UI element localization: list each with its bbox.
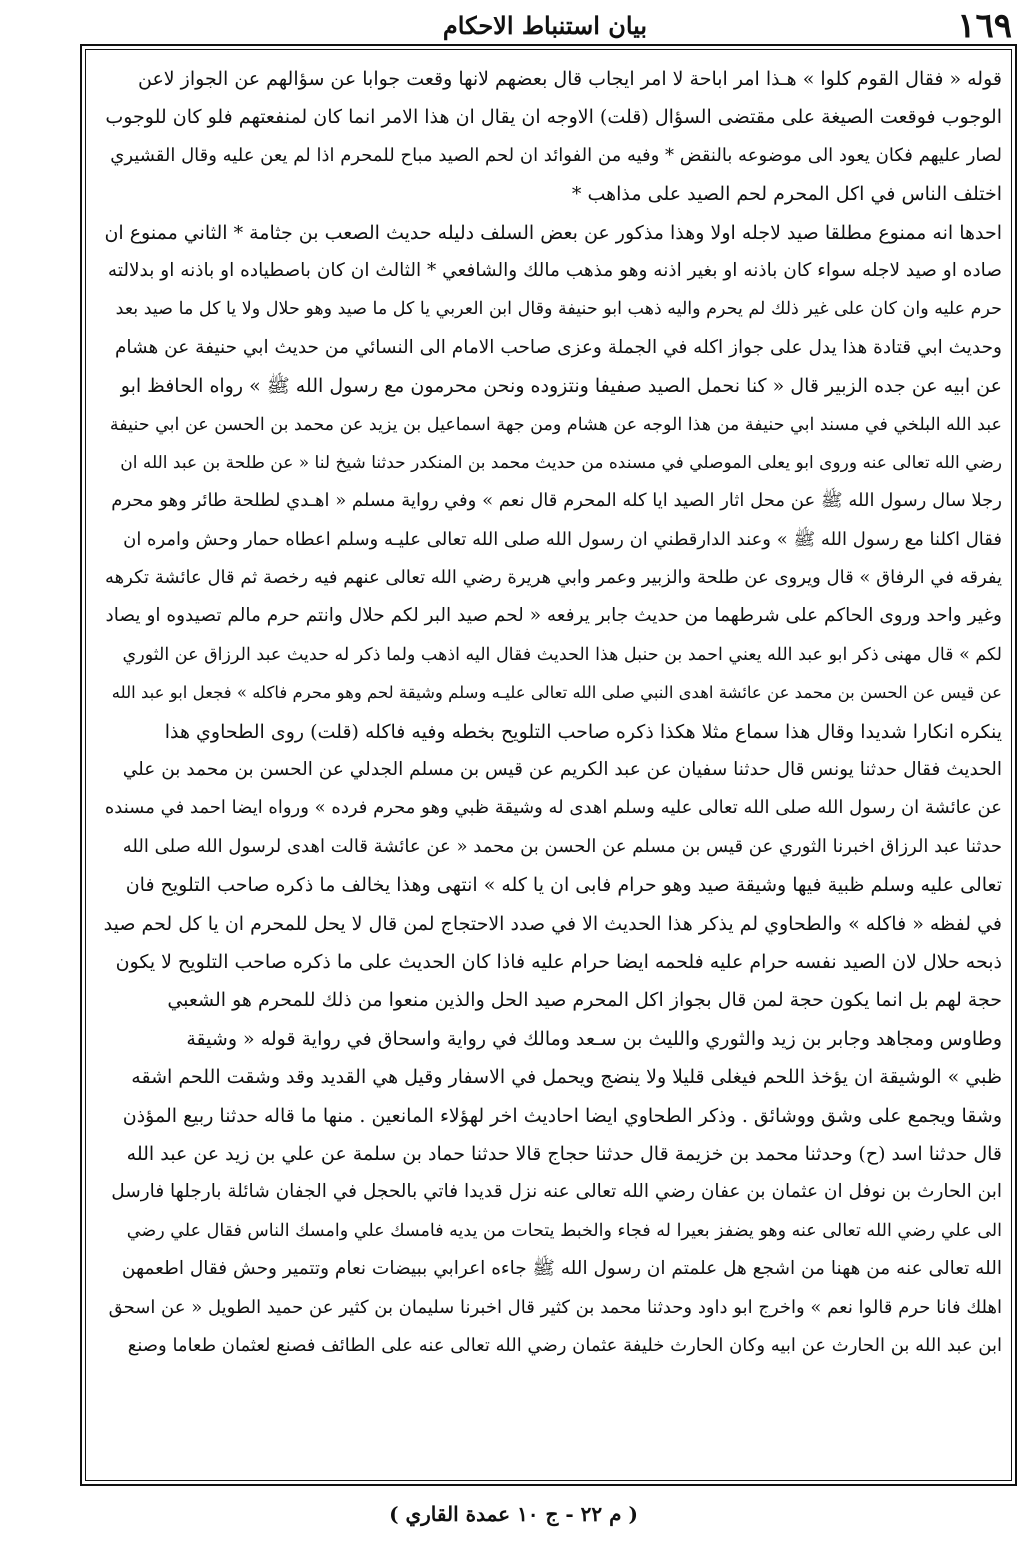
text-line: عن ابيه عن جده الزبير قال « كنا نحمل الصيد صفيفا ونتزوده ونحن محرمون مع رسول الله ﷺ » رواه الحافظ ابو bbox=[120, 375, 1002, 398]
text-line: الحديث فقال حدثنا يونس قال حدثنا سفيان عن عبد الكريم عن قيس بن مسلم الجدلي عن الحسن بن محمد بن علي bbox=[122, 759, 1002, 781]
text-line: وغير واحد وروى الحاكم على شرطهما من حديث جابر يرفعه « لحم صيد البر لكم حلال وانتم حرم مالم تصيدوه او يصاد bbox=[105, 605, 1002, 627]
text-line: حجة لهم بل انما يكون حجة لمن قال بجواز اكل المحرم صيد الحل والذين منعوا من ذلك للمحرم هو الشعبي bbox=[167, 989, 1002, 1012]
text-line: يفرقه في الرفاق » قال ويروى عن طلحة والزبير وعمر وابي هريرة رضي الله تعالى عنهم فيه رخصة ثم قال عائشة تكرهه bbox=[105, 567, 1002, 589]
body-text bbox=[104, 60, 1002, 1480]
text-line: رضي الله تعالى عنه وروى ابو يعلى الموصلي في مسنده من حديث محمد بن المنكدر حدثنا شيخ لنا « عن طلحة بن عبد الله ان bbox=[120, 452, 1002, 473]
text-line: ابن عبد الله بن الحارث عن ابيه وكان الحارث خليفة عثمان رضي الله تعالى عنه على الطائف فصنع لعثمان طعاما وصنع bbox=[127, 1334, 1002, 1356]
text-line: قوله « فقال القوم كلوا » هـذا امر اباحة لا امر ايجاب قال بعضهم لانها وقعت جوابا عن سؤالهم عن الجواز لاعن bbox=[138, 68, 1002, 90]
text-line: عبد الله البلخي في مسند ابي حنيفة من هذا الوجه عن هشام ومن جهة اسماعيل بن يزيد عن محمد بن الحسن عن ابي حنيفة bbox=[109, 414, 1002, 435]
page-header bbox=[70, 6, 1020, 46]
text-line: ظبي » الوشيقة ان يؤخذ اللحم فيغلى قليلا ولا ينضج ويحمل في الاسفار وقيل هي القديد وقد وشقت اللحم اشقه bbox=[131, 1066, 1002, 1089]
text-line: ينكره انكارا شديدا وقال هذا سماع مثلا هكذا ذكره صاحب التلويح بخطه وفيه فاكله (قلت) روى الطحاوي هذا bbox=[164, 720, 1002, 743]
text-line: لكم » قال مهنى ذكر ابو عبد الله يعني احمد بن حنبل هذا الحديث فقال اليه اذهب ولما ذكر له حديث عبد الرزاق عن الثوري bbox=[122, 644, 1002, 665]
text-line: فقال اكلنا مع رسول الله ﷺ » وعند الدارقطني ان رسول الله صلى الله تعالى عليـه وسلم اعطاه حمار وحش وامره ان bbox=[123, 528, 1002, 550]
text-line: الى علي رضي الله تعالى عنه وهو يضفز بعيرا له فجاء والخبط يتحات من يديه فامسك علي وامسك الناس فقال علي رضي bbox=[126, 1220, 1002, 1241]
text-line: حرم عليه وان كان على غير ذلك لم يحرم واليه ذهب ابو حنيفة وقال ابن العربي يا كل ما صيد وهو حلال ولا يا كل ما صيد بعد bbox=[115, 299, 1002, 320]
text-line: وشقا ويجمع على وشق ووشائق . وذكر الطحاوي ايضا احاديث اخر لهؤلاء المانعين . منها ما قاله حدثنا ربيع المؤذن bbox=[122, 1104, 1002, 1127]
text-line: الله تعالى عنه من ههنا من اشجع هل علمتم ان رسول الله ﷺ جاءه اعرابي ببيضات نعام وتتمير وحش فقال اطعمهن bbox=[121, 1258, 1002, 1280]
text-line: وطاوس ومجاهد وجابر بن زيد والثوري والليث بن سـعد ومالك في رواية واسحاق في رواية قوله « وشيقة bbox=[186, 1027, 1002, 1050]
running-title: بيان استنباط الاحكام bbox=[442, 11, 648, 40]
text-line: وحديث ابي قتادة هذا يدل على جواز اكله في الجملة وعزى صاحب الامام الى النسائي من حديث ابي حنيفة عن هشام bbox=[114, 336, 1002, 358]
text-line: في لفظه « فاكله » والطحاوي لم يذكر هذا الحديث الا في صدد الاحتجاج لمن قال لا يحل للمحرم ان يا كل لحم صيد bbox=[104, 912, 1002, 935]
text-line: لصار عليهم فكان يعود الى موضوعه بالنقض * وفيه من الفوائد ان لحم الصيد مباح للمحرم اذا لم يعن عليه وقال القشيري bbox=[110, 144, 1002, 166]
text-line: ابن الحارث بن نوفل ان عثمان بن عفان رضي الله تعالى عنه نزل قديدا فاتي بالحجل في الجفان شائلة بارجلها فارسل bbox=[111, 1181, 1002, 1203]
text-line: حدثنا عبد الرزاق اخبرنا الثوري عن قيس بن مسلم عن الحسن بن محمد « عن عائشة قالت اهدى لرسول الله صلى الله bbox=[122, 835, 1002, 857]
text-line: رجلا سال رسول الله ﷺ عن محل اثار الصيد ايا كله المحرم قال نعم » وفي رواية مسلم « اهـدي لطلحة طائر وهو محرم bbox=[111, 490, 1002, 512]
text-line: اختلف الناس في اكل المحرم لحم الصيد على مذاهب * bbox=[571, 183, 1002, 206]
text-line: تعالى عليه وسلم ظبية فيها وشيقة صيد وهو حرام فابى ان يا كله » انتهى وهذا يخالف ما ذكره صاحب التلويح فان bbox=[125, 874, 1002, 897]
page-footer: ( م ٢٢ - ج ١٠ عمدة القاري ) bbox=[389, 1502, 638, 1526]
page-number: ١٦٩ bbox=[957, 6, 1012, 46]
text-line: قال حدثنا اسد (ح) وحدثنا محمد بن خزيمة قال حدثنا حجاج قالا حدثنا حماد بن سلمة عن علي بن زيد عن عبد الله bbox=[126, 1142, 1002, 1165]
text-line: اهلك فانا حرم قالوا نعم » واخرج ابو داود وحدثنا محمد بن كثير قال اخبرنا سليمان بن كثير عن حميد الطويل « عن اسحق bbox=[108, 1296, 1002, 1318]
text-line: ذبحه حلال لان الصيد نفسه حرام عليه فلحمه ايضا حرام عليه فاذا كان الحديث على ما ذكره صاحب التلويح لا يكون bbox=[115, 950, 1002, 973]
text-line: احدها انه ممنوع مطلقا صيد لاجله اولا وهذا مذكور عن بعض السلف دليله حديث الصعب بن جثامة * الثاني ممنوع ان bbox=[104, 221, 1002, 244]
text-line: الوجوب فوقعت الصيغة على مقتضى السؤال (قلت) الاوجه ان يقال ان هذا الامر انما كان لمنفعتهم فلو كان للوجوب bbox=[105, 106, 1002, 129]
text-line: صاده او صيد لاجله سواء كان باذنه او بغير اذنه وهو مذهب مالك والشافعي * الثالث ان كان باصطياده او باذنه او بدلالته bbox=[107, 259, 1002, 281]
text-line: عن عائشة ان رسول الله صلى الله تعالى عليه وسلم اهدى له وشيقة ظبي وهو محرم فرده » ورواه ايضا احمد في مسنده bbox=[104, 797, 1002, 819]
text-line: عن قيس عن الحسن بن محمد عن عائشة اهدى النبي صلى الله تعالى عليـه وسلم وشيقة لحم وهو محرم فاكله » فجعل ابو عبد الله bbox=[111, 683, 1002, 703]
